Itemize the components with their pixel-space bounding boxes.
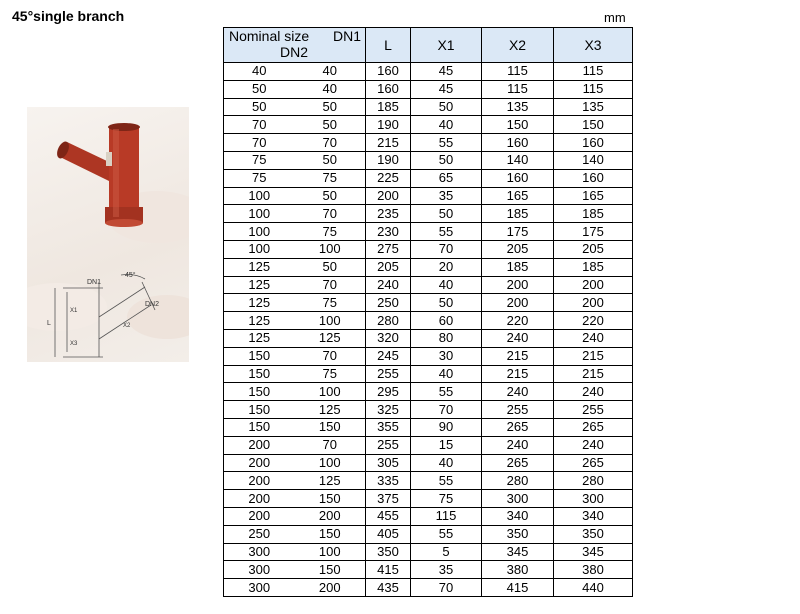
cell-dn2: 200: [295, 579, 366, 597]
cell-x1: 20: [411, 258, 482, 276]
cell-l: 325: [366, 401, 411, 419]
table-row: [224, 436, 633, 454]
table-row: [224, 365, 633, 383]
cell-x3: 265: [554, 454, 633, 472]
cell-dn1: 100: [224, 240, 295, 258]
header-nominal-label: Nominal size: [229, 28, 310, 44]
cell-dn1: 125: [224, 329, 295, 347]
cell-x2: 215: [482, 347, 554, 365]
cell-x1: 40: [411, 276, 482, 294]
cell-l: 235: [366, 205, 411, 223]
cell-x2: 240: [482, 329, 554, 347]
cell-x1: 70: [411, 401, 482, 419]
table-row: [224, 240, 633, 258]
cell-dn2: 100: [295, 312, 366, 330]
cell-x3: 440: [554, 579, 633, 597]
table-header-row: [224, 28, 633, 63]
table-row: [224, 543, 633, 561]
cell-dn1: 150: [224, 418, 295, 436]
cell-dn2: 200: [295, 507, 366, 525]
cell-x2: 140: [482, 151, 554, 169]
cell-l: 455: [366, 507, 411, 525]
cell-x2: 200: [482, 294, 554, 312]
cell-x2: 345: [482, 543, 554, 561]
cell-l: 320: [366, 329, 411, 347]
cell-dn1: 300: [224, 579, 295, 597]
header-l: L: [366, 28, 411, 63]
page-title: 45°single branch: [12, 8, 125, 24]
cell-dn1: 150: [224, 401, 295, 419]
table-row: [224, 276, 633, 294]
diagram-label-l: L: [47, 320, 51, 327]
cell-x3: 340: [554, 507, 633, 525]
cell-l: 200: [366, 187, 411, 205]
cell-x2: 240: [482, 383, 554, 401]
cell-x2: 150: [482, 116, 554, 134]
cell-x1: 30: [411, 347, 482, 365]
cell-x2: 340: [482, 507, 554, 525]
cell-dn2: 70: [295, 347, 366, 365]
table-row: [224, 151, 633, 169]
cell-dn2: 70: [295, 205, 366, 223]
cell-x2: 415: [482, 579, 554, 597]
cell-dn1: 200: [224, 472, 295, 490]
cell-x3: 350: [554, 525, 633, 543]
cell-x2: 380: [482, 561, 554, 579]
cell-dn2: 70: [295, 276, 366, 294]
header-nominal-size: [224, 28, 366, 63]
header-x2: X2: [482, 28, 554, 63]
cell-dn2: 125: [295, 401, 366, 419]
cell-x2: 165: [482, 187, 554, 205]
cell-dn1: 150: [224, 383, 295, 401]
cell-x3: 115: [554, 63, 633, 81]
cell-x2: 160: [482, 134, 554, 152]
table-row: [224, 98, 633, 116]
cell-dn2: 100: [295, 543, 366, 561]
cell-x1: 15: [411, 436, 482, 454]
cell-dn2: 75: [295, 365, 366, 383]
header-dn2: DN2: [280, 44, 309, 60]
cell-x1: 115: [411, 507, 482, 525]
cell-dn1: 50: [224, 98, 295, 116]
cell-x3: 160: [554, 134, 633, 152]
cell-x3: 175: [554, 223, 633, 241]
cell-dn2: 50: [295, 258, 366, 276]
cell-x1: 50: [411, 205, 482, 223]
cell-x3: 140: [554, 151, 633, 169]
cell-x1: 55: [411, 472, 482, 490]
cell-x2: 175: [482, 223, 554, 241]
cell-x2: 265: [482, 418, 554, 436]
cell-l: 435: [366, 579, 411, 597]
cell-x3: 255: [554, 401, 633, 419]
cell-x2: 215: [482, 365, 554, 383]
table-row: [224, 134, 633, 152]
cell-l: 255: [366, 365, 411, 383]
dimension-table: [223, 27, 633, 597]
cell-x1: 70: [411, 240, 482, 258]
cell-dn2: 150: [295, 490, 366, 508]
cell-l: 250: [366, 294, 411, 312]
table-row: [224, 169, 633, 187]
cell-x1: 40: [411, 365, 482, 383]
cell-dn2: 125: [295, 472, 366, 490]
cell-dn2: 70: [295, 436, 366, 454]
cell-x1: 40: [411, 116, 482, 134]
table-row: [224, 418, 633, 436]
cell-x2: 350: [482, 525, 554, 543]
product-image: [27, 107, 189, 362]
cell-x3: 215: [554, 347, 633, 365]
cell-x2: 160: [482, 169, 554, 187]
cell-x2: 265: [482, 454, 554, 472]
table-row: [224, 561, 633, 579]
cell-dn1: 75: [224, 169, 295, 187]
cell-x3: 205: [554, 240, 633, 258]
cell-x2: 185: [482, 205, 554, 223]
cell-dn2: 100: [295, 240, 366, 258]
table-row: [224, 63, 633, 81]
cell-l: 350: [366, 543, 411, 561]
diagram-label-dn1: DN1: [87, 279, 102, 286]
header-dn1: DN1: [332, 28, 361, 44]
cell-l: 230: [366, 223, 411, 241]
cell-l: 305: [366, 454, 411, 472]
cell-x1: 55: [411, 134, 482, 152]
cell-x3: 240: [554, 329, 633, 347]
cell-x1: 55: [411, 383, 482, 401]
cell-l: 355: [366, 418, 411, 436]
cell-l: 255: [366, 436, 411, 454]
cell-x1: 50: [411, 294, 482, 312]
table-row: [224, 383, 633, 401]
cell-dn2: 70: [295, 134, 366, 152]
table-row: [224, 579, 633, 597]
cell-l: 190: [366, 151, 411, 169]
diagram-label-x1: X1: [70, 308, 78, 314]
cell-x3: 160: [554, 169, 633, 187]
table-row: [224, 472, 633, 490]
cell-x3: 185: [554, 205, 633, 223]
cell-x1: 35: [411, 561, 482, 579]
cell-dn1: 125: [224, 276, 295, 294]
cell-dn1: 100: [224, 223, 295, 241]
cell-dn2: 75: [295, 223, 366, 241]
cell-dn2: 125: [295, 329, 366, 347]
cell-l: 160: [366, 80, 411, 98]
cell-x3: 200: [554, 276, 633, 294]
cell-x3: 135: [554, 98, 633, 116]
cell-dn2: 50: [295, 187, 366, 205]
cell-x3: 265: [554, 418, 633, 436]
cell-dn1: 200: [224, 436, 295, 454]
cell-x1: 45: [411, 80, 482, 98]
table-row: [224, 507, 633, 525]
table-row: [224, 525, 633, 543]
cell-x3: 220: [554, 312, 633, 330]
cell-x3: 200: [554, 294, 633, 312]
diagram-label-x3: X3: [70, 341, 78, 347]
cell-x1: 80: [411, 329, 482, 347]
cell-x3: 215: [554, 365, 633, 383]
cell-dn1: 125: [224, 294, 295, 312]
cell-dn2: 75: [295, 294, 366, 312]
table-row: [224, 401, 633, 419]
table-row: [224, 223, 633, 241]
cell-dn1: 70: [224, 134, 295, 152]
cell-dn2: 150: [295, 418, 366, 436]
cell-l: 185: [366, 98, 411, 116]
cell-dn1: 250: [224, 525, 295, 543]
cell-dn1: 125: [224, 312, 295, 330]
table-row: [224, 205, 633, 223]
cell-dn2: 50: [295, 98, 366, 116]
cell-dn1: 200: [224, 454, 295, 472]
cell-l: 215: [366, 134, 411, 152]
table-row: [224, 312, 633, 330]
cell-dn2: 40: [295, 63, 366, 81]
cell-dn1: 100: [224, 187, 295, 205]
unit-label: mm: [604, 10, 626, 25]
cell-l: 160: [366, 63, 411, 81]
table-row: [224, 347, 633, 365]
cell-x1: 40: [411, 454, 482, 472]
cell-dn2: 100: [295, 454, 366, 472]
table-row: [224, 187, 633, 205]
header-x1: X1: [411, 28, 482, 63]
cell-dn1: 40: [224, 63, 295, 81]
cell-x2: 255: [482, 401, 554, 419]
cell-l: 280: [366, 312, 411, 330]
cell-l: 205: [366, 258, 411, 276]
cell-x3: 165: [554, 187, 633, 205]
cell-x3: 185: [554, 258, 633, 276]
cell-x1: 60: [411, 312, 482, 330]
cell-dn2: 150: [295, 561, 366, 579]
cell-dn1: 50: [224, 80, 295, 98]
table-row: [224, 454, 633, 472]
cell-l: 245: [366, 347, 411, 365]
header-x3: X3: [554, 28, 633, 63]
table-row: [224, 258, 633, 276]
cell-x2: 220: [482, 312, 554, 330]
cell-x2: 115: [482, 63, 554, 81]
cell-l: 415: [366, 561, 411, 579]
cell-x1: 70: [411, 579, 482, 597]
cell-x3: 345: [554, 543, 633, 561]
cell-x2: 200: [482, 276, 554, 294]
cell-x2: 205: [482, 240, 554, 258]
cell-dn2: 50: [295, 116, 366, 134]
cell-dn2: 75: [295, 169, 366, 187]
cell-l: 405: [366, 525, 411, 543]
diagram-label-angle: 45°: [125, 272, 136, 279]
cell-l: 295: [366, 383, 411, 401]
table-row: [224, 116, 633, 134]
cell-x3: 240: [554, 436, 633, 454]
cell-dn1: 300: [224, 561, 295, 579]
cell-l: 240: [366, 276, 411, 294]
cell-dn1: 150: [224, 365, 295, 383]
cell-x2: 185: [482, 258, 554, 276]
table-row: [224, 80, 633, 98]
cell-x2: 280: [482, 472, 554, 490]
cell-x2: 135: [482, 98, 554, 116]
cell-l: 190: [366, 116, 411, 134]
cell-x1: 35: [411, 187, 482, 205]
cell-x1: 45: [411, 63, 482, 81]
pipe-photo-icon: [55, 123, 143, 227]
cell-dn1: 100: [224, 205, 295, 223]
cell-dn1: 70: [224, 116, 295, 134]
cell-dn1: 300: [224, 543, 295, 561]
cell-x1: 55: [411, 223, 482, 241]
cell-dn2: 40: [295, 80, 366, 98]
cell-x1: 50: [411, 98, 482, 116]
table-row: [224, 329, 633, 347]
cell-l: 275: [366, 240, 411, 258]
cell-dn1: 200: [224, 490, 295, 508]
cell-l: 225: [366, 169, 411, 187]
cell-x3: 150: [554, 116, 633, 134]
cell-x1: 90: [411, 418, 482, 436]
cell-x3: 300: [554, 490, 633, 508]
cell-x1: 75: [411, 490, 482, 508]
table-row: [224, 294, 633, 312]
cell-x1: 5: [411, 543, 482, 561]
cell-x3: 240: [554, 383, 633, 401]
diagram-label-x2: X2: [123, 323, 131, 329]
cell-x1: 65: [411, 169, 482, 187]
cell-l: 375: [366, 490, 411, 508]
cell-x2: 300: [482, 490, 554, 508]
cell-x2: 240: [482, 436, 554, 454]
cell-x2: 115: [482, 80, 554, 98]
cell-x3: 280: [554, 472, 633, 490]
cell-dn1: 125: [224, 258, 295, 276]
cell-dn1: 200: [224, 507, 295, 525]
cell-x1: 50: [411, 151, 482, 169]
cell-dn2: 50: [295, 151, 366, 169]
cell-dn2: 150: [295, 525, 366, 543]
cell-x3: 380: [554, 561, 633, 579]
diagram-label-dn2: DN2: [145, 301, 160, 308]
table-row: [224, 490, 633, 508]
cell-l: 335: [366, 472, 411, 490]
cell-x3: 115: [554, 80, 633, 98]
cell-dn1: 75: [224, 151, 295, 169]
cell-dn1: 150: [224, 347, 295, 365]
cell-dn2: 100: [295, 383, 366, 401]
cell-x1: 55: [411, 525, 482, 543]
